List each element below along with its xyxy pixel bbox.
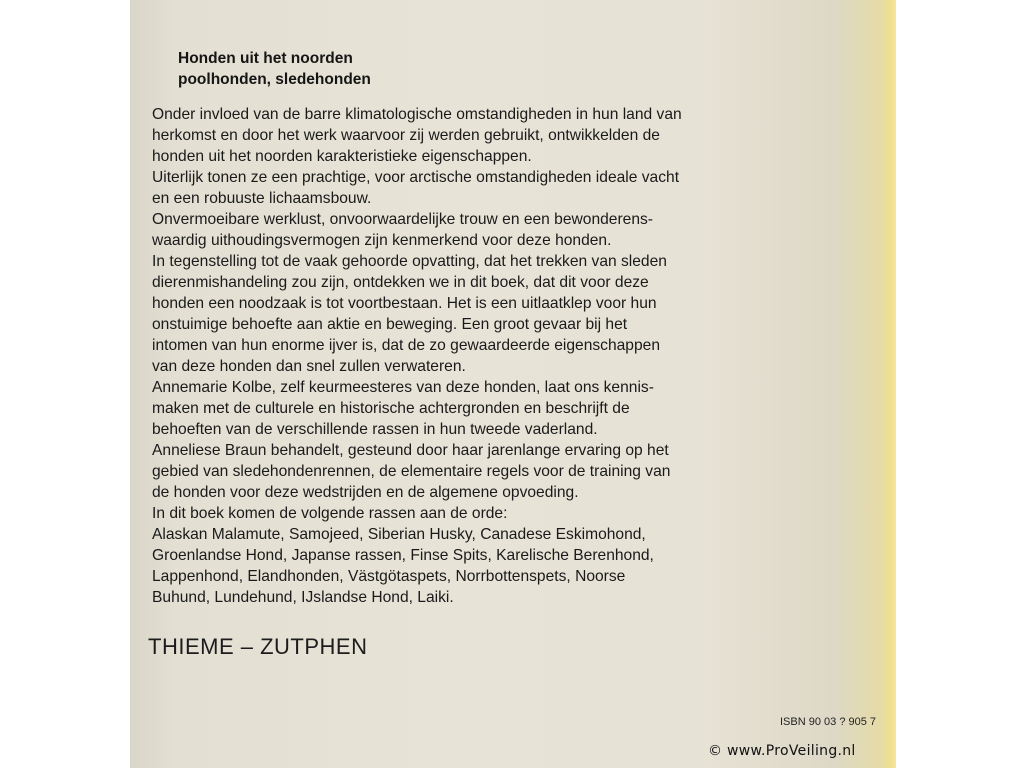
text-line: Uiterlijk tonen ze een prachtige, voor arctische omstandigheden ideale vacht (152, 169, 680, 186)
text-line: Onvermoeibare werklust, onvoorwaardelijke trouw en een bewonderens- (152, 211, 653, 228)
publisher-imprint: THIEME – ZUTPHEN (148, 634, 368, 659)
blurb-text (152, 104, 872, 608)
text-line: Lappenhond, Elandhonden, Västgötaspets, Norrbottenspets, Noorse (152, 568, 626, 585)
text-line: de honden voor deze wedstrijden en de algemene opvoeding. (152, 484, 579, 501)
text-line: en een robuuste lichaamsbouw. (152, 190, 372, 207)
text-line: waardig uithoudingsvermogen zijn kenmerkend voor deze honden. (152, 232, 612, 249)
text-line: Buhund, Lundehund, IJslandse Hond, Laiki. (152, 589, 454, 606)
text-line: Anneliese Braun behandelt, gesteund door haar jarenlange ervaring op het (152, 442, 669, 459)
text-line: Annemarie Kolbe, zelf keurmeesteres van deze honden, laat ons kennis- (152, 379, 654, 396)
text-line: maken met de culturele en historische achtergronden en beschrijft de (152, 400, 630, 417)
text-line: intomen van hun enorme ijver is, dat de zo gewaardeerde eigenschappen (152, 337, 660, 354)
text-line: gebied van sledehondenrennen, de elementaire regels voor de training van (152, 463, 671, 480)
text-line: dierenmishandeling zou zijn, ontdekken we in dit boek, dat dit voor deze (152, 274, 649, 291)
text-line: onstuimige behoefte aan aktie en beweging. Een groot gevaar bij het (152, 316, 628, 333)
text-line: In tegenstelling tot de vaak gehoorde opvatting, dat het trekken van sleden (152, 253, 667, 270)
heading-line-2: poolhonden, sledehonden (178, 71, 371, 88)
text-line: behoeften van de verschillende rassen in hun tweede vaderland. (152, 421, 598, 438)
book-back-cover (130, 0, 896, 768)
text-line: herkomst en door het werk waarvoor zij werden gebruikt, ontwikkelden de (152, 127, 660, 144)
text-line: Alaskan Malamute, Samojeed, Siberian Husky, Canadese Eskimohond, (152, 526, 646, 543)
text-line: Groenlandse Hond, Japanse rassen, Finse Spits, Karelische Berenhond, (152, 547, 654, 564)
book-heading (178, 48, 371, 90)
heading-line-1: Honden uit het noorden (178, 50, 353, 67)
isbn-number: ISBN 90 03 ? 905 7 (780, 716, 877, 728)
text-line: Onder invloed van de barre klimatologische omstandigheden in hun land van (152, 106, 682, 123)
text-line: In dit boek komen de volgende rassen aan de orde: (152, 505, 508, 522)
text-line: van deze honden dan snel zullen verwateren. (152, 358, 466, 375)
text-line: honden uit het noorden karakteristieke eigenschappen. (152, 148, 532, 165)
text-line: honden een noodzaak is tot voortbestaan. Het is een uitlaatklep voor hun (152, 295, 657, 312)
watermark-text: © www.ProVeiling.nl (708, 743, 856, 759)
